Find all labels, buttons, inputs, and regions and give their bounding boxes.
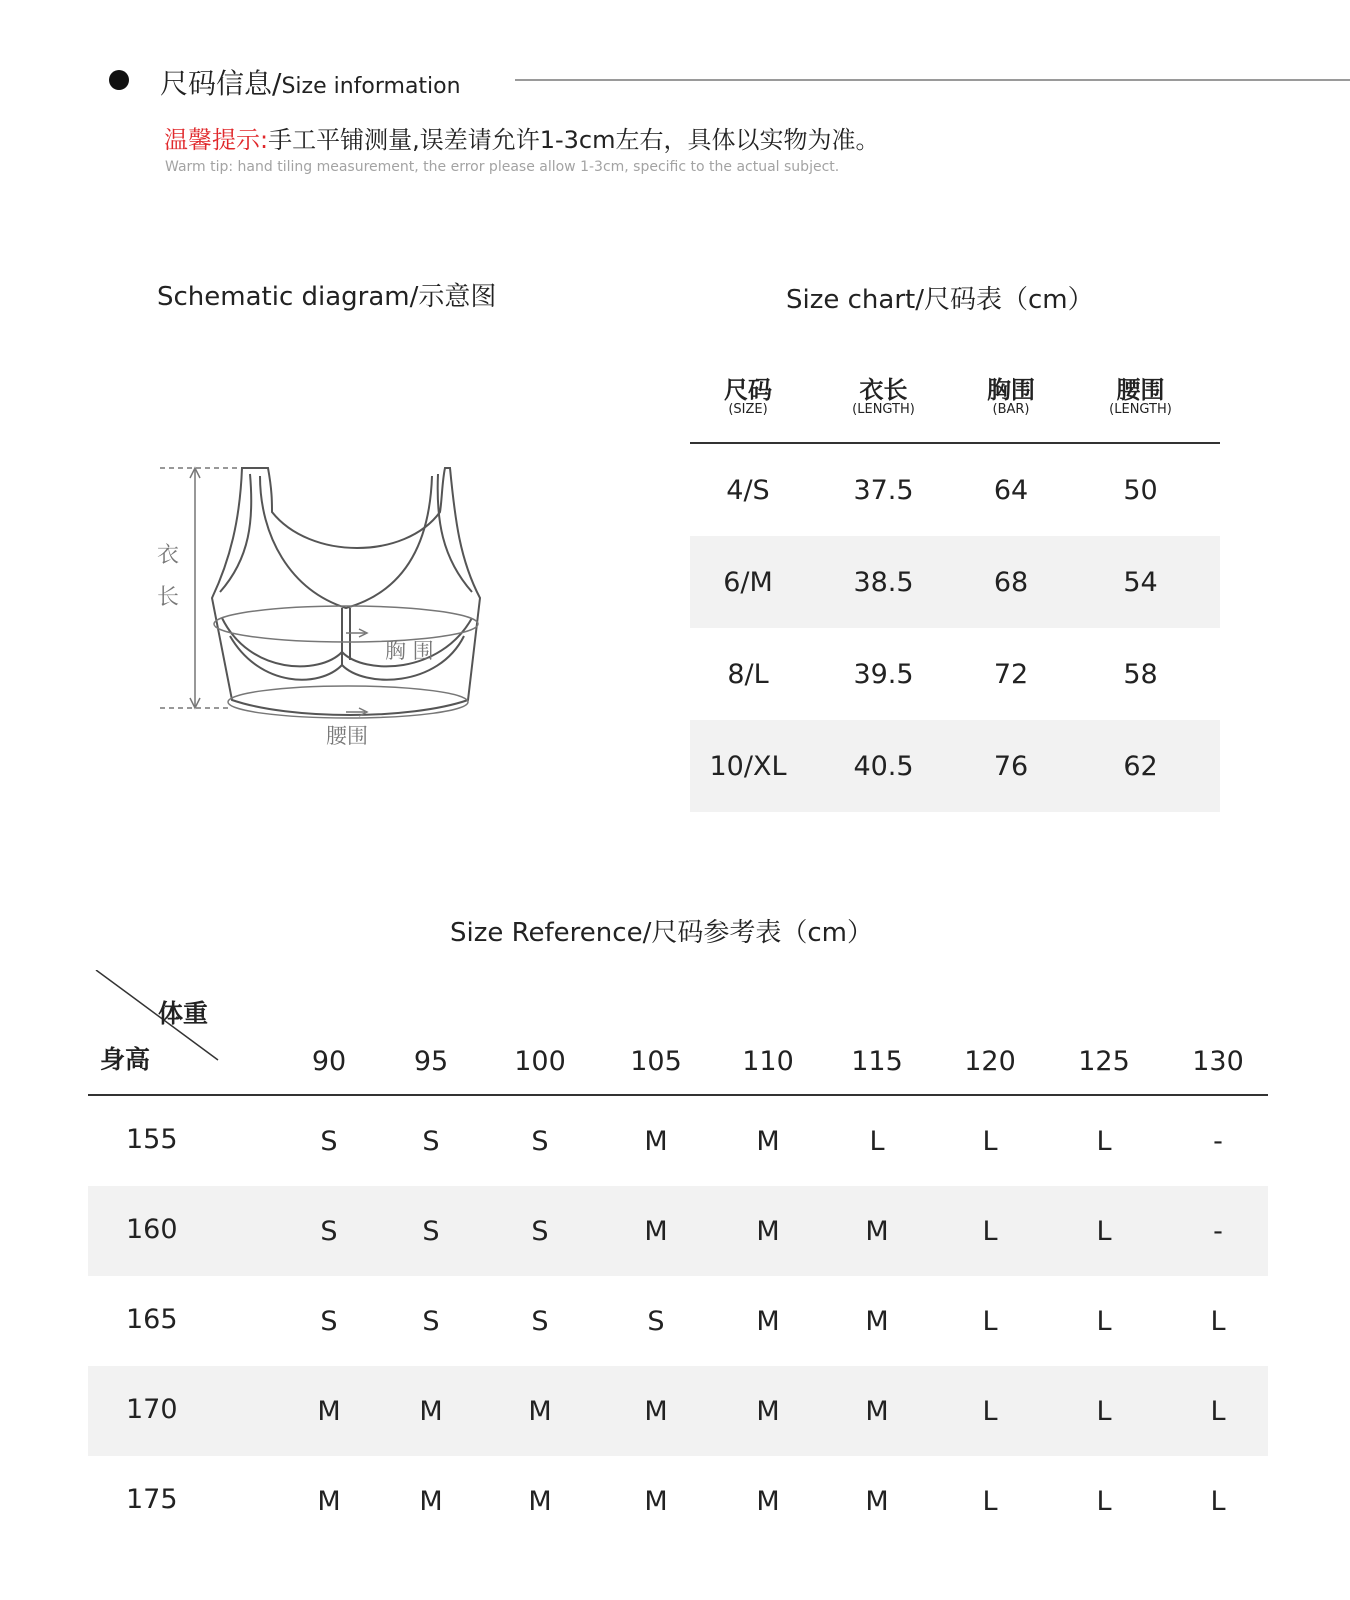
warm-tip [164, 120, 880, 155]
table-row [690, 536, 1220, 628]
size-cell: L [1096, 1396, 1112, 1427]
size-cell: L [982, 1486, 998, 1517]
section-title-cn: 尺码信息/ [160, 67, 282, 100]
size-reference-header [88, 970, 1268, 1096]
size-cell: L [982, 1216, 998, 1247]
size-cell: M [317, 1486, 341, 1517]
weight-column-header: 130 [1192, 1046, 1244, 1077]
corner-weight-label: 体重 [158, 999, 209, 1028]
length-label-1: 衣 [157, 543, 180, 568]
size-cell: M [644, 1216, 668, 1247]
size-cell: M [756, 1126, 780, 1157]
size-cell: S [531, 1126, 549, 1157]
col-length [806, 378, 961, 442]
height-cell: 155 [126, 1124, 178, 1155]
table-cell: 72 [993, 658, 1029, 690]
size-cell: L [1096, 1486, 1112, 1517]
col-length-en: (LENGTH) [852, 402, 915, 418]
warm-tip-text: 手工平铺测量,误差请允许1-3cm左右，具体以实物为准。 [268, 126, 880, 154]
warm-tip-en: Warm tip: hand tiling measurement, the error please allow 1-3cm, specific to the actual subject. [165, 159, 840, 175]
size-cell: S [422, 1306, 440, 1337]
weight-column-header: 100 [514, 1046, 566, 1077]
table-row [88, 1186, 1268, 1276]
col-bust-en: (BAR) [992, 402, 1030, 418]
size-reference-body [88, 1096, 1268, 1546]
height-cell: 160 [126, 1214, 178, 1245]
table-cell: 68 [993, 566, 1029, 598]
size-cell: M [419, 1486, 443, 1517]
col-size-cn: 尺码 [724, 376, 772, 404]
size-cell: L [982, 1126, 998, 1157]
schematic-diagram [150, 440, 510, 774]
size-cell: S [320, 1306, 338, 1337]
weight-column-header: 120 [964, 1046, 1016, 1077]
table-cell: 38.5 [853, 566, 914, 598]
header-divider [515, 79, 1350, 81]
col-waist-cn: 腰围 [1116, 376, 1165, 404]
size-chart-header [690, 378, 1220, 444]
col-size [690, 378, 806, 442]
size-cell: L [869, 1126, 885, 1157]
size-cell: S [531, 1216, 549, 1247]
table-cell: 64 [993, 474, 1029, 506]
table-cell: 39.5 [853, 658, 914, 690]
size-reference-table [88, 970, 1268, 1546]
table-cell: 62 [1123, 750, 1158, 782]
col-bust-cn: 胸围 [987, 376, 1035, 404]
size-reference-title: Size Reference/尺码参考表（cm） [450, 918, 873, 948]
size-cell: M [865, 1486, 889, 1517]
weight-column-header: 115 [851, 1046, 903, 1077]
size-cell: - [1213, 1126, 1223, 1157]
table-row [88, 1096, 1268, 1186]
table-cell: 76 [993, 750, 1029, 782]
section-title [160, 62, 461, 102]
size-cell: L [1210, 1486, 1226, 1517]
height-cell: 165 [126, 1304, 178, 1335]
size-cell: S [422, 1126, 440, 1157]
size-chart-table [690, 378, 1220, 812]
table-cell: 58 [1123, 658, 1158, 690]
height-cell: 175 [126, 1484, 178, 1515]
size-cell: L [1096, 1306, 1112, 1337]
size-cell: L [982, 1306, 998, 1337]
size-cell: L [1096, 1126, 1112, 1157]
size-cell: L [1210, 1306, 1226, 1337]
size-cell: M [865, 1216, 889, 1247]
size-cell: M [756, 1486, 780, 1517]
bullet-dot-icon [109, 70, 129, 90]
table-row [690, 628, 1220, 720]
col-size-en: (SIZE) [728, 402, 768, 418]
height-cell: 170 [126, 1394, 178, 1425]
waist-label: 腰围 [326, 724, 368, 748]
size-cell: S [647, 1306, 665, 1337]
table-row [88, 1276, 1268, 1366]
table-row [690, 444, 1220, 536]
table-cell: 8/L [727, 658, 769, 690]
table-cell: 54 [1123, 566, 1158, 598]
weight-column-header: 90 [311, 1046, 347, 1077]
size-cell: L [1210, 1396, 1226, 1427]
table-cell: 50 [1123, 474, 1158, 506]
size-cell: L [982, 1396, 998, 1427]
weight-column-header: 105 [630, 1046, 682, 1077]
table-cell: 6/M [723, 566, 773, 598]
table-row [88, 1456, 1268, 1546]
size-chart-title: Size chart/尺码表（cm） [786, 285, 1094, 315]
table-cell: 4/S [726, 474, 770, 506]
length-label-2: 长 [157, 585, 180, 610]
warm-tip-label: 温馨提示: [164, 126, 269, 154]
size-cell: S [422, 1216, 440, 1247]
size-cell: S [531, 1306, 549, 1337]
col-length-cn: 衣长 [859, 376, 908, 404]
col-waist [1061, 378, 1220, 442]
size-cell: M [756, 1396, 780, 1427]
table-cell: 40.5 [853, 750, 914, 782]
size-cell: M [317, 1396, 341, 1427]
diagram-title: Schematic diagram/示意图 [157, 282, 497, 312]
section-title-en: Size information [281, 74, 461, 99]
size-cell: M [419, 1396, 443, 1427]
size-cell: - [1213, 1216, 1223, 1247]
weight-column-header: 95 [413, 1046, 449, 1077]
bust-label: 胸 围 [385, 639, 434, 663]
size-cell: M [756, 1306, 780, 1337]
size-cell: M [756, 1216, 780, 1247]
table-row [88, 1366, 1268, 1456]
size-cell: M [528, 1396, 552, 1427]
col-bust [961, 378, 1061, 442]
size-cell: M [865, 1306, 889, 1337]
size-cell: M [528, 1486, 552, 1517]
size-cell: L [1096, 1216, 1112, 1247]
corner-height-label: 身高 [100, 1045, 151, 1074]
table-cell: 37.5 [853, 474, 914, 506]
col-waist-en: (LENGTH) [1109, 402, 1172, 418]
size-cell: M [644, 1126, 668, 1157]
weight-column-header: 110 [742, 1046, 794, 1077]
table-row [690, 720, 1220, 812]
table-cell: 10/XL [709, 750, 787, 782]
size-cell: S [320, 1216, 338, 1247]
size-cell: M [644, 1396, 668, 1427]
size-cell: S [320, 1126, 338, 1157]
weight-column-header: 125 [1078, 1046, 1130, 1077]
size-cell: M [865, 1396, 889, 1427]
size-cell: M [644, 1486, 668, 1517]
